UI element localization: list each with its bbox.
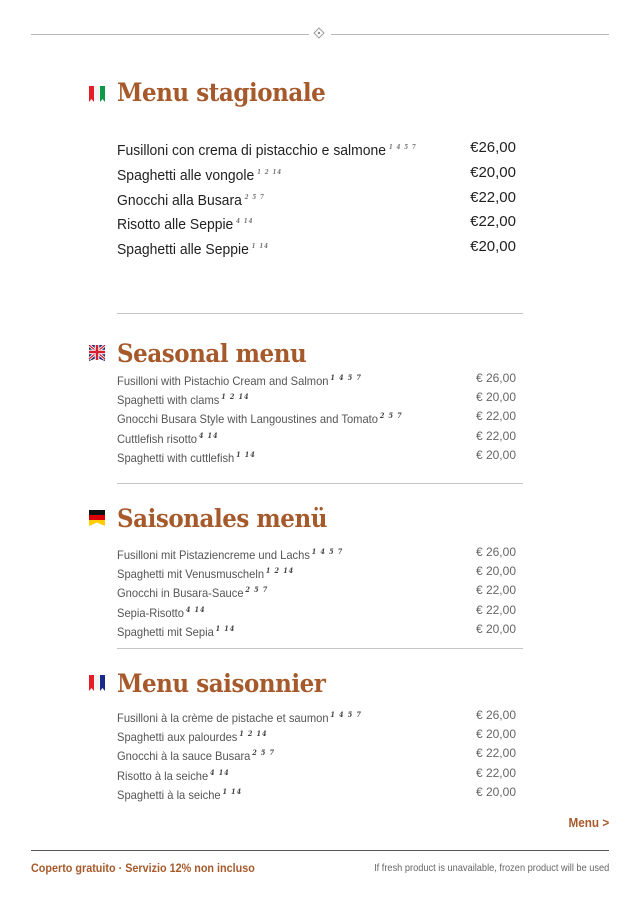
frozen-product-note: If fresh product is unavailable, frozen product will be used [373, 862, 609, 874]
section-title: Menu stagionale [117, 78, 326, 107]
menu-item [117, 137, 517, 162]
dish-price: € 22,00 [475, 746, 516, 761]
dish-price: € 26,00 [475, 371, 516, 385]
dish-price: € 26,00 [475, 708, 516, 722]
cover-service-note: Coperto gratuito · Servizio 12% non incluso [31, 861, 255, 875]
section-german [88, 504, 528, 639]
dish-name: Spaghetti alle Seppie $^{1 14}$ [117, 241, 269, 259]
dish-name: Spaghetti with clams $^{1 2 14}$ [117, 392, 250, 408]
section-header [88, 339, 528, 373]
menu-item [117, 370, 517, 389]
menu-item [117, 187, 517, 212]
dish-name: Spaghetti mit Venusmuscheln $^{1 2 14}$ [117, 566, 295, 582]
allergen-codes: 1 4 5 7 [388, 144, 417, 151]
menu-item [117, 162, 517, 187]
menu-item [117, 582, 517, 601]
germany-flag-icon [88, 510, 106, 526]
menu-item [117, 621, 517, 640]
allergen-codes: 1 4 5 7 [311, 547, 344, 556]
allergen-codes: 4 14 [236, 218, 254, 226]
ornament-line-left [31, 34, 309, 35]
dish-name: Spaghetti mit Sepia $^{1 14}$ [117, 623, 236, 639]
dish-price: € 20,00 [475, 447, 516, 462]
menu-item [117, 707, 517, 726]
dish-price: € 20,00 [475, 390, 516, 405]
allergen-codes: 4 14 [198, 430, 219, 440]
menu-next-link[interactable]: Menu > [568, 815, 609, 830]
allergen-codes: 1 4 5 7 [330, 710, 362, 719]
section-italian [88, 78, 528, 259]
allergen-codes: 1 14 [215, 623, 236, 633]
dish-name: Risotto à la seiche $^{4 14}$ [117, 767, 230, 783]
section-title: Saisonales menü [117, 504, 328, 533]
dish-price: € 20,00 [475, 727, 516, 742]
menu-item [117, 726, 517, 745]
top-ornament-divider [31, 34, 609, 35]
italy-flag-icon [88, 86, 106, 102]
menu-item [117, 765, 517, 784]
menu-item [117, 447, 517, 466]
uk-flag-icon [88, 345, 106, 361]
dish-price: € 20,00 [475, 621, 516, 636]
dish-price: € 22,00 [475, 583, 516, 598]
menu-list [117, 544, 517, 640]
allergen-codes: 4 14 [185, 604, 206, 614]
allergen-codes: 1 14 [222, 786, 243, 796]
menu-item [117, 745, 517, 764]
section-divider [117, 313, 523, 314]
dish-name: Gnocchi Busara Style with Langoustines and Tomato $^{2 5 7}$ [117, 411, 403, 427]
dish-price: € 22,00 [475, 428, 516, 443]
dish-name: Gnocchi alla Busara $^{2 5 7}$ [117, 191, 265, 209]
menu-item [117, 389, 517, 408]
menu-list [117, 370, 517, 466]
dish-name: Fusilloni with Pistachio Cream and Salmon $^{1 4 5 7}$ [117, 373, 362, 388]
menu-item [117, 428, 517, 447]
france-flag-icon [88, 675, 106, 691]
menu-item [117, 563, 517, 582]
menu-item [117, 784, 517, 803]
dish-name: Sepia-Risotto $^{4 14}$ [117, 604, 206, 620]
menu-list [117, 707, 517, 803]
allergen-codes: 1 2 14 [239, 729, 268, 739]
dish-name: Risotto alle Seppie $^{4 14}$ [117, 216, 254, 234]
dish-price: € 26,00 [475, 545, 516, 559]
section-divider [117, 648, 523, 649]
footer-divider [31, 850, 609, 851]
dish-price: €22,00 [470, 188, 516, 206]
dish-price: € 20,00 [475, 564, 516, 579]
menu-item [117, 236, 517, 261]
section-title: Seasonal menu [117, 339, 307, 368]
allergen-codes: 1 14 [236, 449, 256, 459]
allergen-codes: 2 5 7 [379, 411, 403, 421]
allergen-codes: 1 14 [251, 243, 269, 251]
dish-name: Fusilloni mit Pistaziencreme und Lachs $^{1 4 5 7}$ [117, 547, 344, 562]
dish-name: Cuttlefish risotto $^{4 14}$ [117, 430, 219, 446]
menu-item [117, 211, 517, 236]
section-french [88, 669, 528, 802]
menu-item [117, 544, 517, 563]
allergen-codes: 2 5 7 [252, 748, 276, 758]
allergen-codes: 2 5 7 [244, 193, 265, 201]
allergen-codes: 4 14 [210, 767, 230, 777]
dish-name: Fusilloni à la crème de pistache et saumon $^{1 4 5 7}$ [117, 710, 362, 725]
dish-price: € 22,00 [475, 602, 516, 617]
dish-price: €20,00 [470, 163, 516, 181]
section-header [88, 78, 528, 112]
section-title: Menu saisonnier [117, 669, 326, 698]
allergen-codes: 1 2 14 [221, 392, 250, 402]
dish-name: Spaghetti aux palourdes $^{1 2 14}$ [117, 729, 268, 745]
diamond-ornament-icon [313, 27, 324, 38]
menu-item [117, 602, 517, 621]
dish-name: Gnocchi à la sauce Busara $^{2 5 7}$ [117, 748, 276, 764]
dish-price: €22,00 [470, 213, 516, 231]
dish-price: €20,00 [470, 238, 516, 256]
menu-item [117, 408, 517, 427]
dish-name: Spaghetti with cuttlefish $^{1 14}$ [117, 449, 256, 465]
section-header [88, 669, 528, 703]
allergen-codes: 2 5 7 [245, 585, 269, 595]
dish-price: €26,00 [470, 139, 516, 156]
menu-list [117, 137, 517, 261]
section-divider [117, 483, 523, 484]
dish-price: € 20,00 [475, 784, 516, 799]
dish-name: Spaghetti alle vongole $^{1 2 14}$ [117, 166, 283, 184]
dish-price: € 22,00 [475, 409, 516, 424]
dish-name: Spaghetti à la seiche $^{1 14}$ [117, 786, 243, 802]
section-english [88, 339, 528, 465]
dish-name: Fusilloni con crema di pistacchio e salmone $^{1 4 5 7}$ [117, 142, 417, 159]
allergen-codes: 1 2 14 [257, 168, 283, 176]
allergen-codes: 1 2 14 [265, 566, 295, 576]
dish-price: € 22,00 [475, 765, 516, 780]
allergen-codes: 1 4 5 7 [330, 373, 362, 382]
dish-name: Gnocchi in Busara-Sauce $^{2 5 7}$ [117, 585, 269, 601]
section-header [88, 504, 528, 538]
ornament-line-right [331, 34, 609, 35]
